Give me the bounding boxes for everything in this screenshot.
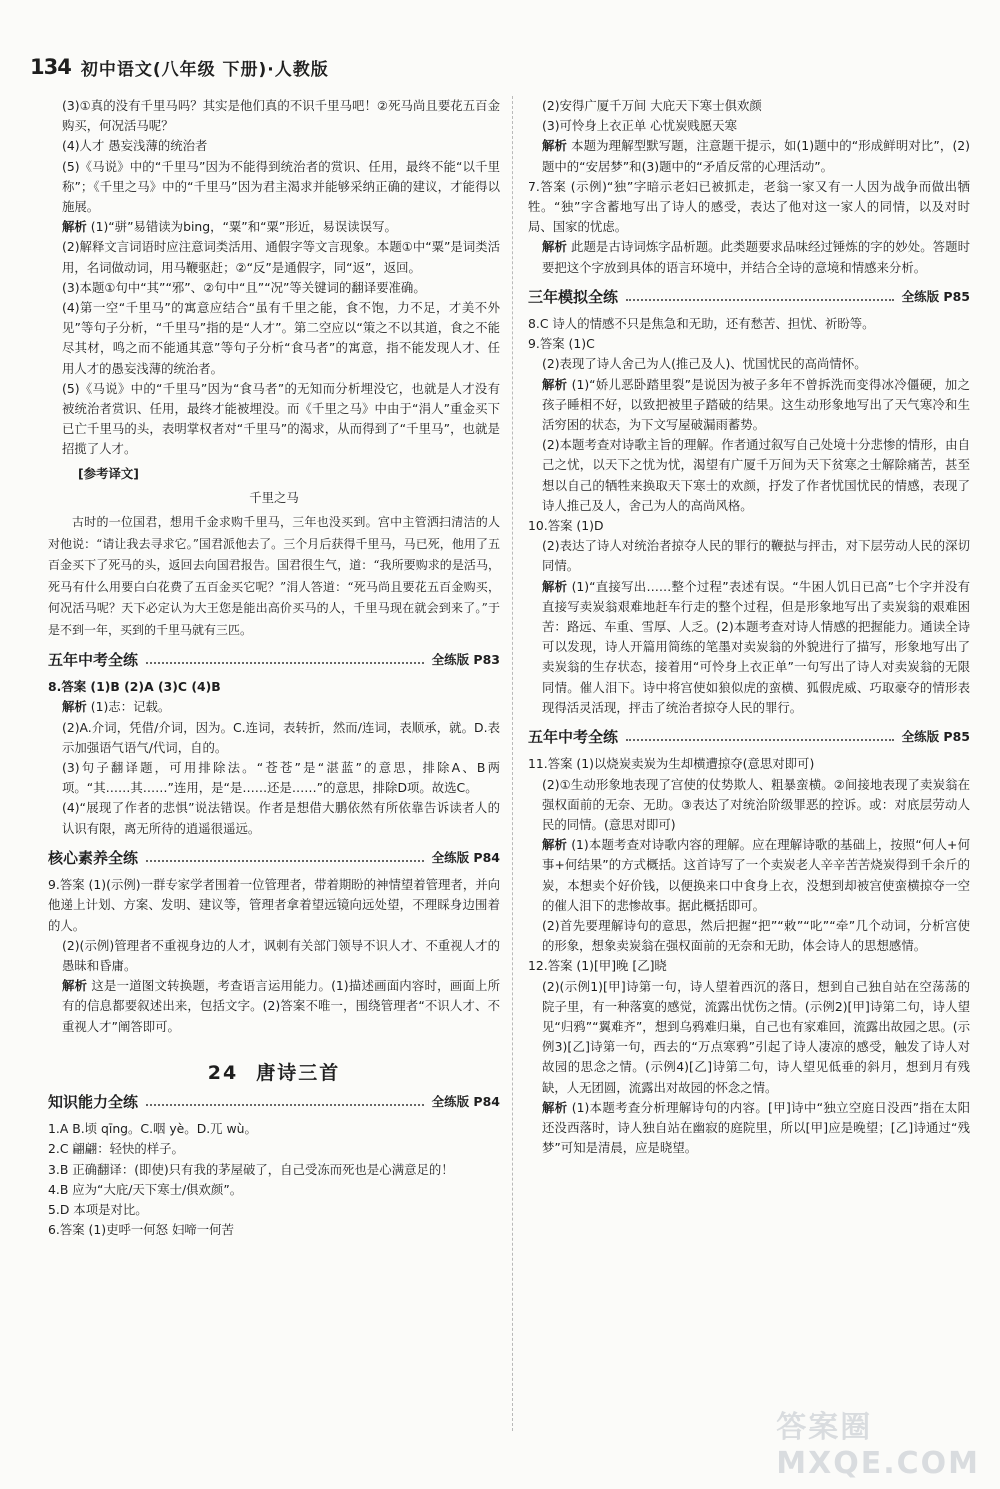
analysis-label: 解析 [542, 376, 568, 392]
book-title: 初中语文(八年级 下册)·人教版 [80, 59, 329, 80]
answer-line: 6.答案 (1)吏呼一何怒 妇啼一何苦 [48, 1222, 234, 1238]
section-page-ref: 全练版 P84 [431, 1093, 500, 1109]
answer-text: (2)安得广厦千万间 大庇天下寒士俱欢颜 [542, 98, 762, 113]
lesson-number: 24 [207, 1061, 239, 1084]
section-page-ref: 全练版 P85 [901, 288, 970, 304]
section-header [48, 848, 500, 868]
answer-text: (4)人才 愚妄浅薄的统治者 [62, 138, 208, 154]
watermark-text: 答案圈 MXQE.COM [776, 1410, 980, 1481]
answer-line: 7.答案 (示例)“独”字暗示老妇已被抓走，老翁一家又有一人因为战争而做出牺牲。“独”字含蓄地写出了诗人的感受，表达了他对这一家人的同情，以及对时局、国家的忧虑。 [528, 178, 970, 235]
analysis-label: 解析 [62, 978, 88, 994]
section-rule [146, 860, 424, 862]
page-number: 134 [30, 55, 71, 79]
lesson-name: 唐诗三首 [256, 1061, 341, 1084]
analysis-label: 解析 [542, 138, 568, 154]
analysis-label: 解析 [62, 219, 87, 235]
answer-line: 5.D 本项是对比。 [48, 1201, 148, 1217]
reference-translation-label: [参考译文] [78, 465, 139, 481]
page-header [30, 52, 329, 82]
answer-line: 8.答案 (1)B (2)A (3)C (4)B [48, 679, 221, 695]
analysis-label: 解析 [62, 699, 87, 715]
section-title: 五年中考全练 [528, 728, 619, 747]
section-rule [626, 299, 894, 301]
analysis-text: 本题为理解型默写题，注意题干提示，如(1)题中的“形成鲜明对比”，(2)题中的“安居梦”和(3)题中的“矛盾反常的心理活动”。 [542, 138, 970, 174]
analysis-text: 这是一道图文转换题，考查语言运用能力。(1)描述画面内容时，画面上所有的信息都要叙述出来，包括文字。(2)答案不唯一，围绕管理者“不识人才、不重视人才”阐答即可。 [62, 978, 500, 1034]
answer-text: (2)表达了诗人对统治者掠夺人民的罪行的鞭挞与抨击，对下层劳动人民的深切同情。 [542, 538, 970, 574]
section-header [48, 1092, 500, 1112]
answer-text: (3)可怜身上衣正单 心忧炭贱愿天寒 [542, 118, 737, 134]
analysis-label: 解析 [542, 1099, 568, 1115]
section-page-ref: 全练版 P84 [431, 849, 500, 865]
analysis-text: (2)首先要理解诗句的意思，然后把握“把”“敕”“叱”“牵”几个动词，分析宫使的形象，想象卖炭翁在强权面前的无奈和无助，体会诗人的思想感情。 [542, 917, 970, 954]
analysis-text: (1)本题考查分析理解诗句的内容。[甲]诗中“独立空庭日没西”指在太阳还没西落时，诗人独自站在幽寂的庭院里，所以[甲]应是晚望；[乙]诗通过“残梦”可知是清晨，应是晓望。 [542, 1099, 970, 1156]
analysis-text: (2)解释文言词语时应注意词类活用、通假字等文言现象。本题①中“粟”是词类活用，名词做动词，用马鞭驱赶；②“反”是通假字，同“返”，返回。 [62, 239, 500, 275]
answer-line: 1.A B.顷 qīng。C.咽 yè。D.兀 wù。 [48, 1121, 257, 1137]
answer-text: (2)表现了诗人舍己为人(推己及人)、忧国忧民的高尚情怀。 [542, 356, 867, 372]
answer-line: 9.答案 (1)(示例)一群专家学者围着一位管理者，带着期盼的神情望着管理者，并向他递上计划、方案、发明、建议等，管理者拿着望远镜向远处望，不理睬身边围着的人。 [48, 877, 500, 933]
analysis-text: (4)第一空“千里马”的寓意应结合“虽有千里之能，食不饱，力不足，才美不外见”等句子分析，“千里马”指的是“人才”。第二空应以“策之不以其道，食之不能尽其材，鸣之而不能通其意”等句子分析“食马者”的寓意，指不能发现人才、任用人才的愚妄浅薄的统治者。 [62, 300, 500, 376]
analysis-text: (3)本题①句中“其”“邪”、②句中“且”“况”等关键词的翻译要准确。 [62, 279, 426, 295]
answer-line: 10.答案 (1)D [528, 518, 604, 534]
site-watermark [776, 1410, 980, 1481]
answer-line: 9.答案 (1)C [528, 336, 595, 352]
analysis-text: (1)志：记载。 [90, 699, 171, 715]
section-header [528, 287, 970, 307]
answer-line: 12.答案 (1)[甲]晚 [乙]晓 [528, 958, 667, 974]
analysis-text: (1)“娇儿恶卧踏里裂”是说因为被子多年不曾拆洗而变得冰冷僵硬，加之孩子睡相不好，以致把被里子踏破的结果。这生动形象地写出了天气寒冷和生活穷困的状态，为下文写屋破漏雨蓄势。 [542, 376, 971, 433]
answer-line: 3.B 正确翻译：(即使)只有我的茅屋破了，自己受冻而死也是心满意足的！ [48, 1161, 454, 1177]
analysis-text: (1)“直接写出……整个过程”表述有误。“牛困人饥日已高”七个字并没有直接写卖炭翁艰难地赶车行走的整个过程，但是形象地写出了卖炭翁的艰难困苦：路远、车重、雪厚、人乏。(2)本题考查对诗人情感的把握能力。通读全诗可以发现，诗人开篇用简练的笔墨对卖炭翁的外貌进行了描写，形象地写出了卖炭翁的生存状态，接着用“可怜身上衣正单”一句写出了诗人对卖炭翁的无限同情。催人泪下。诗中将宫使如狼似虎的蛮横、狐假虎威、巧取豪夺的情形表现得活灵活现，抨击了统治者掠夺人民的罪行。 [542, 578, 970, 715]
column-divider [512, 96, 513, 1431]
analysis-label: 解析 [542, 837, 568, 853]
section-title: 核心素养全练 [48, 848, 139, 867]
analysis-text: (2)A.介词，凭借/介词，因为。C.连词，表转折，然而/连词，表顺承，就。D.表示加强语气语气/代词，自的。 [62, 719, 500, 755]
translation-text: 古时的一位国君，想用千金求购千里马，三年也没买到。宫中主管洒扫清洁的人对他说：“请让我去寻求它。”国君派他去了。三个月后获得千里马，马已死，他用了五百金买下了死马的头，返回去向国君报告。国君很生气，道：“我所要购求的是活马，死马有什么用要白白花费了五百金买它呢？”涓人答道：“死马尚且要花五百金购买，何况活马呢？天下必定认为大王您是能出高价买马的人，千里马现在就会到来了。”于是不到一年，买到的千里马就有三匹。 [48, 515, 500, 637]
analysis-text: (5)《马说》中的“千里马”因为“食马者”的无知而分析埋没它，也就是人才没有被统治者赏识、任用，最终才能被埋没。而《千里之马》中由于“涓人”重金买下已亡千里马的头，表明掌权者对“千里马”的渴求，从而得到了“千里马”，也就是招揽了人才。 [62, 380, 500, 457]
analysis-text: 此题是古诗词炼字品析题。此类题要求品味经过锤炼的字的妙处。答题时要把这个字放到具体的语言环境中，并结合全诗的意境和情感来分析。 [542, 239, 971, 275]
section-rule [146, 662, 424, 664]
analysis-text: (1)“骈”易错读为bing，“粟”和“粟”形近，易误读误写。 [90, 219, 397, 235]
answer-text: (2)(示例1)[甲]诗第一句，诗人望着西沉的落日，想到自己独自站在空荡荡的院子里，有一种落寞的感觉，流露出忧伤之情。(示例2)[甲]诗第二句，诗人望见“归鸦”“翼难齐”，想到乌鸦难归巢，自己也有家难回，流露出故园之思。(示例3)[乙]诗第一句，西去的“万点寒鸦”引起了诗人凄凉的感受，触发了诗人对故园的思念之情。(示例4)[乙]诗第二句，诗人望见低垂的斜月，想到月有残缺，人无团圆，流露出对故园的怀念之情。 [542, 978, 970, 1095]
section-title: 知识能力全练 [48, 1092, 139, 1111]
section-page-ref: 全练版 P85 [901, 729, 970, 745]
analysis-label: 解析 [542, 578, 568, 594]
right-column [528, 96, 970, 1158]
section-title: 三年模拟全练 [528, 287, 619, 306]
section-header [48, 650, 500, 670]
section-title: 五年中考全练 [48, 651, 139, 670]
analysis-text: (2)本题考查对诗歌主旨的理解。作者通过叙写自己处境十分悲惨的情形，由自己之忧，以天下之忧为忧，渴望有广厦千万间为天下贫寒之士解除痛苦，甚至想以自己的牺牲来换取天下寒士的欢颜，抒发了作者忧国忧民的情感，表现了诗人推己及人，舍己为人的高尚风格。 [542, 437, 970, 513]
section-rule [146, 1104, 424, 1106]
answer-text: (2)①生动形象地表现了宫使的仗势欺人、粗暴蛮横。②间接地表现了卖炭翁在强权面前的无奈、无助。③表达了对统治阶级罪恶的控诉。或：对底层劳动人民的同情。(意思对即可) [542, 776, 970, 832]
section-page-ref: 全练版 P83 [431, 652, 500, 668]
analysis-text: (4)“展现了作者的悲惧”说法错误。作者是想借大鹏依然有所依靠告诉读者人的认识有限，离无所待的逍遥很遥远。 [62, 800, 500, 836]
translation-title: 千里之马 [249, 489, 299, 505]
analysis-text: (3)句子翻译题，可用排除法。“苍苍”是“湛蓝”的意思，排除A、B两项。“其……其……”连用，是“是……还是……”的意思，排除D项。故选C。 [62, 760, 500, 796]
answer-text: (3)①真的没有千里马吗？其实是他们真的不识千里马吧！②死马尚且要花五百金购买，何况活马呢？ [62, 98, 500, 134]
answer-line: 2.C 翩翩：轻快的样子。 [48, 1141, 184, 1157]
answer-line: 11.答案 (1)以烧炭卖炭为生却横遭掠夺(意思对即可) [528, 756, 815, 772]
answer-line: 4.B 应为“大庇/天下寒士/俱欢颜”。 [48, 1181, 243, 1197]
left-column [48, 96, 500, 1240]
answer-text: (2)(示例)管理者不重视身边的人才，讽刺有关部门领导不识人才、不重视人才的愚昧和昏庸。 [62, 937, 500, 973]
section-header [528, 727, 970, 747]
analysis-text: (1)本题考查对诗歌内容的理解。应在理解诗歌的基础上，按照“何人+何事+何结果”的方式概括。这首诗写了一个卖炭老人辛辛苦苦烧炭得到千余斤的炭，本想卖个好价钱，以便换来口中食身上衣，没想到却被宫使蛮横掠夺一空的催人泪下的悲惨故事。据此概括即可。 [542, 837, 970, 913]
lesson-title [48, 1063, 500, 1083]
section-rule [626, 739, 894, 741]
answer-text: (5)《马说》中的“千里马”因为不能得到统治者的赏识、任用，最终不能“以千里称”；《千里之马》中的“千里马”因为君主渴求并能够采纳正确的建议，才能得以施展。 [62, 158, 500, 215]
analysis-label: 解析 [542, 239, 567, 255]
answer-line: 8.C 诗人的情感不只是焦急和无助，还有愁苦、担忧、祈盼等。 [528, 316, 875, 332]
